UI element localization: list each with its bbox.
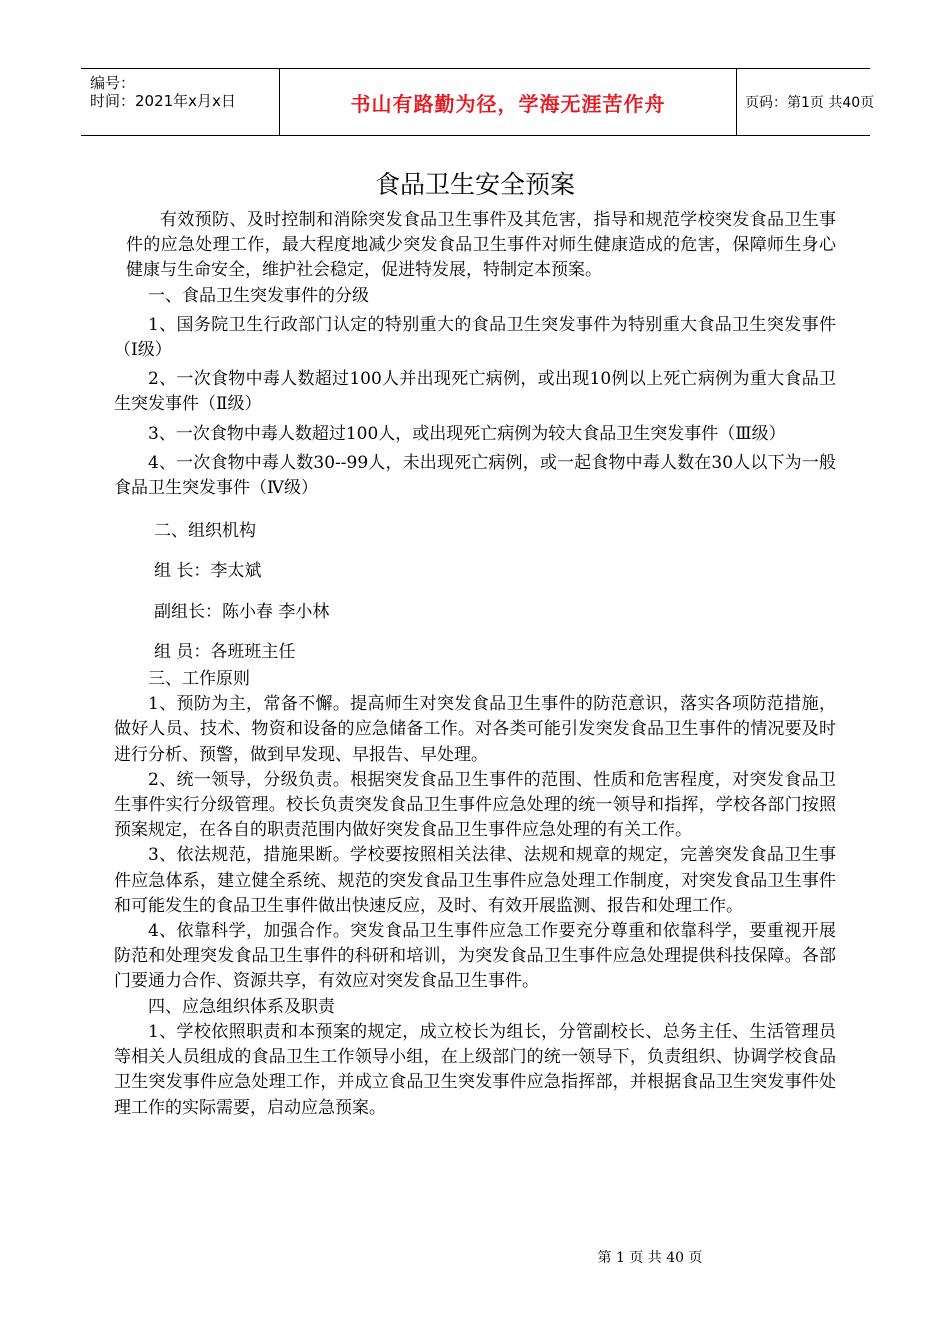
- section-heading: 二、组织机构: [154, 521, 256, 542]
- paragraph: 1、学校依照职责和本预案的规定，成立校长为组长，分管副校长、总务主任、生活管理员等相关人员组成的食品卫生工作领导小组，在上级部门的统一领导下，负责组织、协调学校食品卫生突发事件应急处理工作，并成立食品卫生突发事件应急指挥部，并根据食品卫生突发事件处理工作的实际需要，启动应急预案。: [114, 1021, 836, 1118]
- page-footer: 第 1 页 共 40 页: [597, 1250, 703, 1266]
- paragraph: 3、依法规范，措施果断。学校要按照相关法律、法规和规章的规定，完善突发食品卫生事件应急体系，建立健全系统、规范的突发食品卫生事件应急处理工作制度，对突发食品卫生事件和可能发生的食品卫生事件做出快速反应，及时、有效开展监测、报告和处理工作。: [114, 845, 836, 916]
- paragraph: 4、一次食物中毒人数30--99人，未出现死亡病例，或一起食物中毒人数在30人以下为一般食品卫生突发事件（Ⅳ级）: [114, 452, 836, 499]
- header-motto-cell: [280, 69, 737, 135]
- paragraph: 3、一次食物中毒人数超过100人，或出现死亡病例为较大食品卫生突发事件（Ⅲ级）: [148, 423, 786, 444]
- header-left-cell: [81, 69, 280, 135]
- paragraph: 1、国务院卫生行政部门认定的特别重大的食品卫生突发事件为特别重大食品卫生突发事件（Ⅰ级）: [114, 314, 836, 361]
- section-heading: 四、应急组织体系及职责: [148, 996, 335, 1017]
- document-title: 食品卫生安全预案: [374, 170, 575, 199]
- org-deputy: 副组长：陈小春 李小林: [154, 601, 330, 622]
- paragraph: 4、依靠科学，加强合作。突发食品卫生事件应急工作要充分尊重和依靠科学，要重视开展防范和处理突发食品卫生事件的科研和培训，为突发食品卫生事件应急处理提供科技保障。各部门要通力合作、资源共享，有效应对突发食品卫生事件。: [114, 921, 836, 992]
- motto-text: 书山有路勤为径，学海无涯苦作舟: [350, 91, 666, 116]
- document-date: 时间：2021年x月x日: [90, 92, 236, 110]
- paragraph: 2、一次食物中毒人数超过100人并出现死亡病例，或出现10例以上死亡病例为重大食品卫生突发事件（Ⅱ级）: [114, 369, 836, 415]
- page-info: 页码：第1页 共40页: [745, 95, 875, 111]
- intro-paragraph: 有效预防、及时控制和消除突发食品卫生事件及其危害，指导和规范学校突发食品卫生事件的应急处理工作，最大程度地减少突发食品卫生事件对师生健康造成的危害，保障师生身心健康与生命安全，维护社会稳定，促进特发展，特制定本预案。: [126, 210, 836, 281]
- paragraph: 1、预防为主，常备不懈。提高师生对突发食品卫生事件的防范意识，落实各项防范措施，做好人员、技术、物资和设备的应急储备工作。对各类可能引发突发食品卫生事件的情况要及时进行分析、预警，做到早发现、早报告、早处理。: [114, 694, 836, 765]
- document-body: [114, 208, 836, 1121]
- document-number-label: 编号：: [90, 74, 136, 92]
- org-leader: 组 长：李太斌: [154, 561, 262, 582]
- header-page-cell: [737, 69, 875, 135]
- page-header: [81, 68, 875, 136]
- org-members: 组 员：各班班主任: [154, 641, 296, 662]
- paragraph: 2、统一领导，分级负责。根据突发食品卫生事件的范围、性质和危害程度，对突发食品卫生事件实行分级管理。校长负责突发食品卫生事件应急处理的统一领导和指挥，学校各部门按照预案规定，在各自的职责范围内做好突发食品卫生事件应急处理的有关工作。: [114, 769, 836, 841]
- section-heading: 一、食品卫生突发事件的分级: [148, 285, 369, 306]
- section-heading: 三、工作原则: [148, 669, 250, 690]
